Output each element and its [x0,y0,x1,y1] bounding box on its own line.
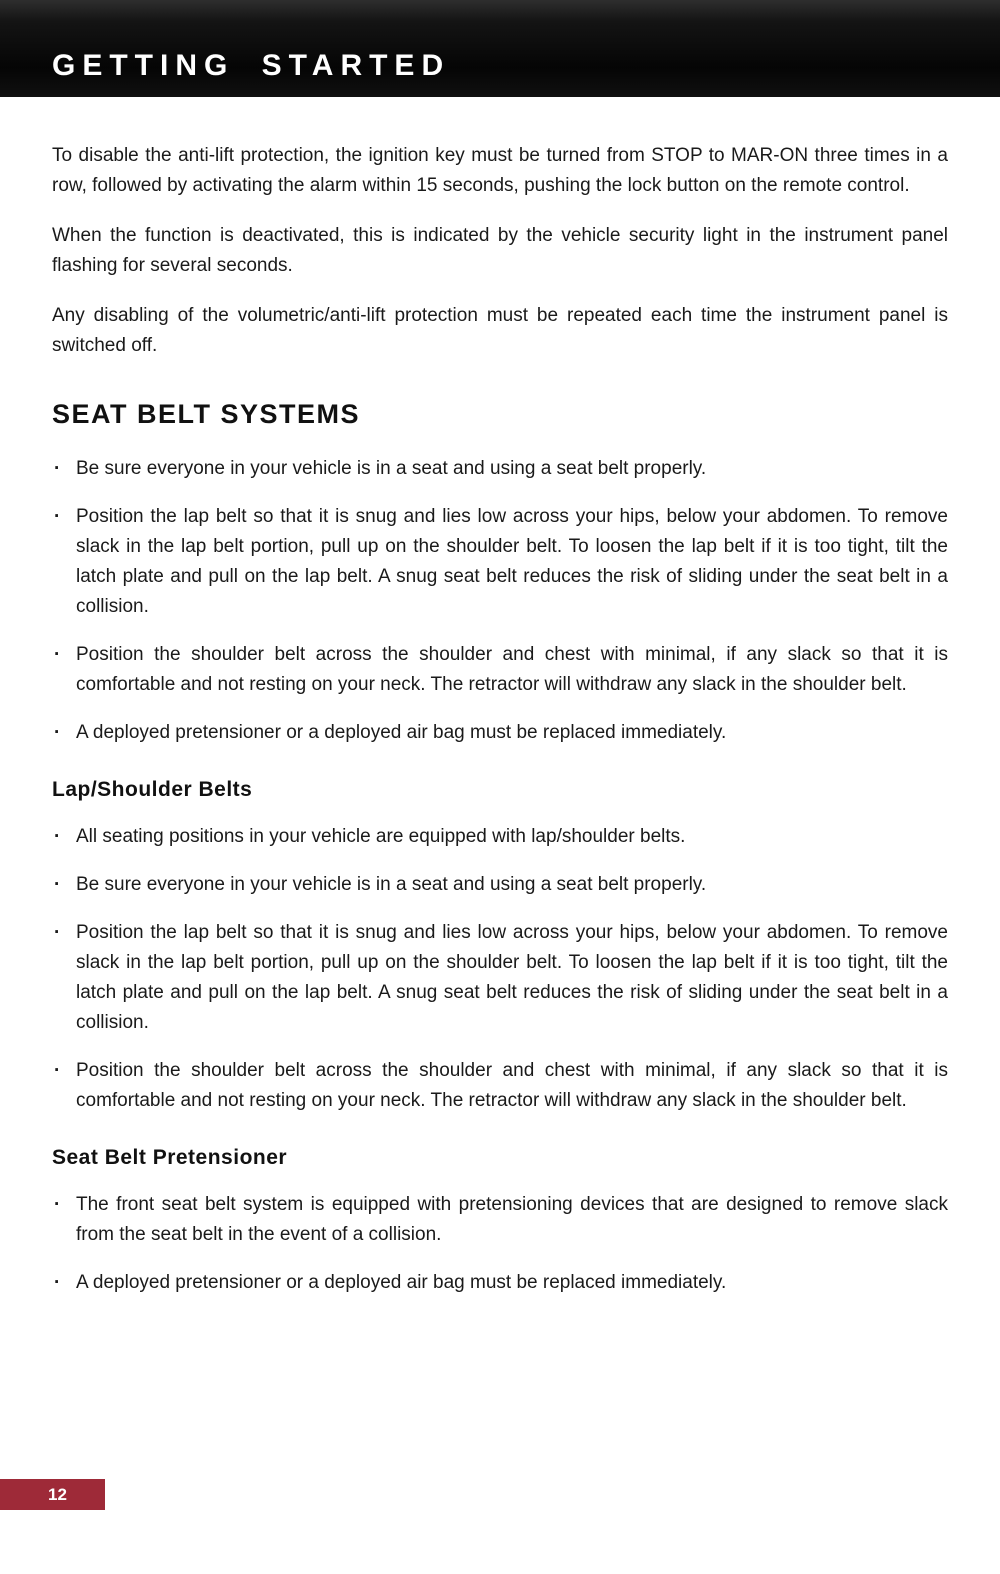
bullet-list [52,454,948,748]
bullet-list [52,1190,948,1298]
intro-paragraph: Any disabling of the volumetric/anti-lift protection must be repeated each time the instrument panel is switched off. [52,305,948,356]
bullet-list [52,822,948,1116]
section-heading-seat-belt-pretensioner: Seat Belt Pretensioner [52,1146,288,1169]
section-heading-lap-shoulder-belts: Lap/Shoulder Belts [52,778,253,801]
bullet-item: · Position the shoulder belt across the shoulder and chest with minimal, if any slack so that it is comfortable and not resting on your neck. The retractor will withdraw any slack in the shoulder belt. [52,640,948,700]
bullet-item: · Position the lap belt so that it is snug and lies low across your hips, below your abdomen. To remove slack in the lap belt portion, pull up on the shoulder belt. To loosen the lap belt if it is too tight, tilt the latch plate and pull on the lap belt. A snug seat belt reduces the risk of sliding under the seat belt in a collision. [52,918,948,1038]
intro-paragraph: To disable the anti-lift protection, the ignition key must be turned from STOP to MAR-ON three times in a row, followed by activating the alarm within 15 seconds, pushing the lock button on the remote control. [52,145,948,196]
bullet-item: · Be sure everyone in your vehicle is in a seat and using a seat belt properly. [52,454,948,484]
bullet-item: · Position the shoulder belt across the shoulder and chest with minimal, if any slack so that it is comfortable and not resting on your neck. The retractor will withdraw any slack in the shoulder belt. [52,1056,948,1116]
page-content [0,97,1000,1298]
bullet-item: · The front seat belt system is equipped with pretensioning devices that are designed to remove slack from the seat belt in the event of a collision. [52,1190,948,1250]
page-number: 12 [48,1484,67,1504]
intro-paragraph: When the function is deactivated, this is indicated by the vehicle security light in the instrument panel flashing for several seconds. [52,225,948,276]
page-title: GETTING STARTED [52,49,451,82]
page-number-badge [0,1479,105,1510]
bullet-item: · A deployed pretensioner or a deployed air bag must be replaced immediately. [52,718,948,748]
section-heading-seat-belt-systems: SEAT BELT SYSTEMS [52,399,361,429]
bullet-item: · Be sure everyone in your vehicle is in a seat and using a seat belt properly. [52,870,948,900]
bullet-item: · A deployed pretensioner or a deployed air bag must be replaced immediately. [52,1268,948,1298]
bullet-item: · Position the lap belt so that it is snug and lies low across your hips, below your abdomen. To remove slack in the lap belt portion, pull up on the shoulder belt. To loosen the lap belt if it is too tight, tilt the latch plate and pull on the lap belt. A snug seat belt reduces the risk of sliding under the seat belt in a collision. [52,502,948,622]
header-bar [0,0,1000,97]
bullet-item: · All seating positions in your vehicle are equipped with lap/shoulder belts. [52,822,948,852]
